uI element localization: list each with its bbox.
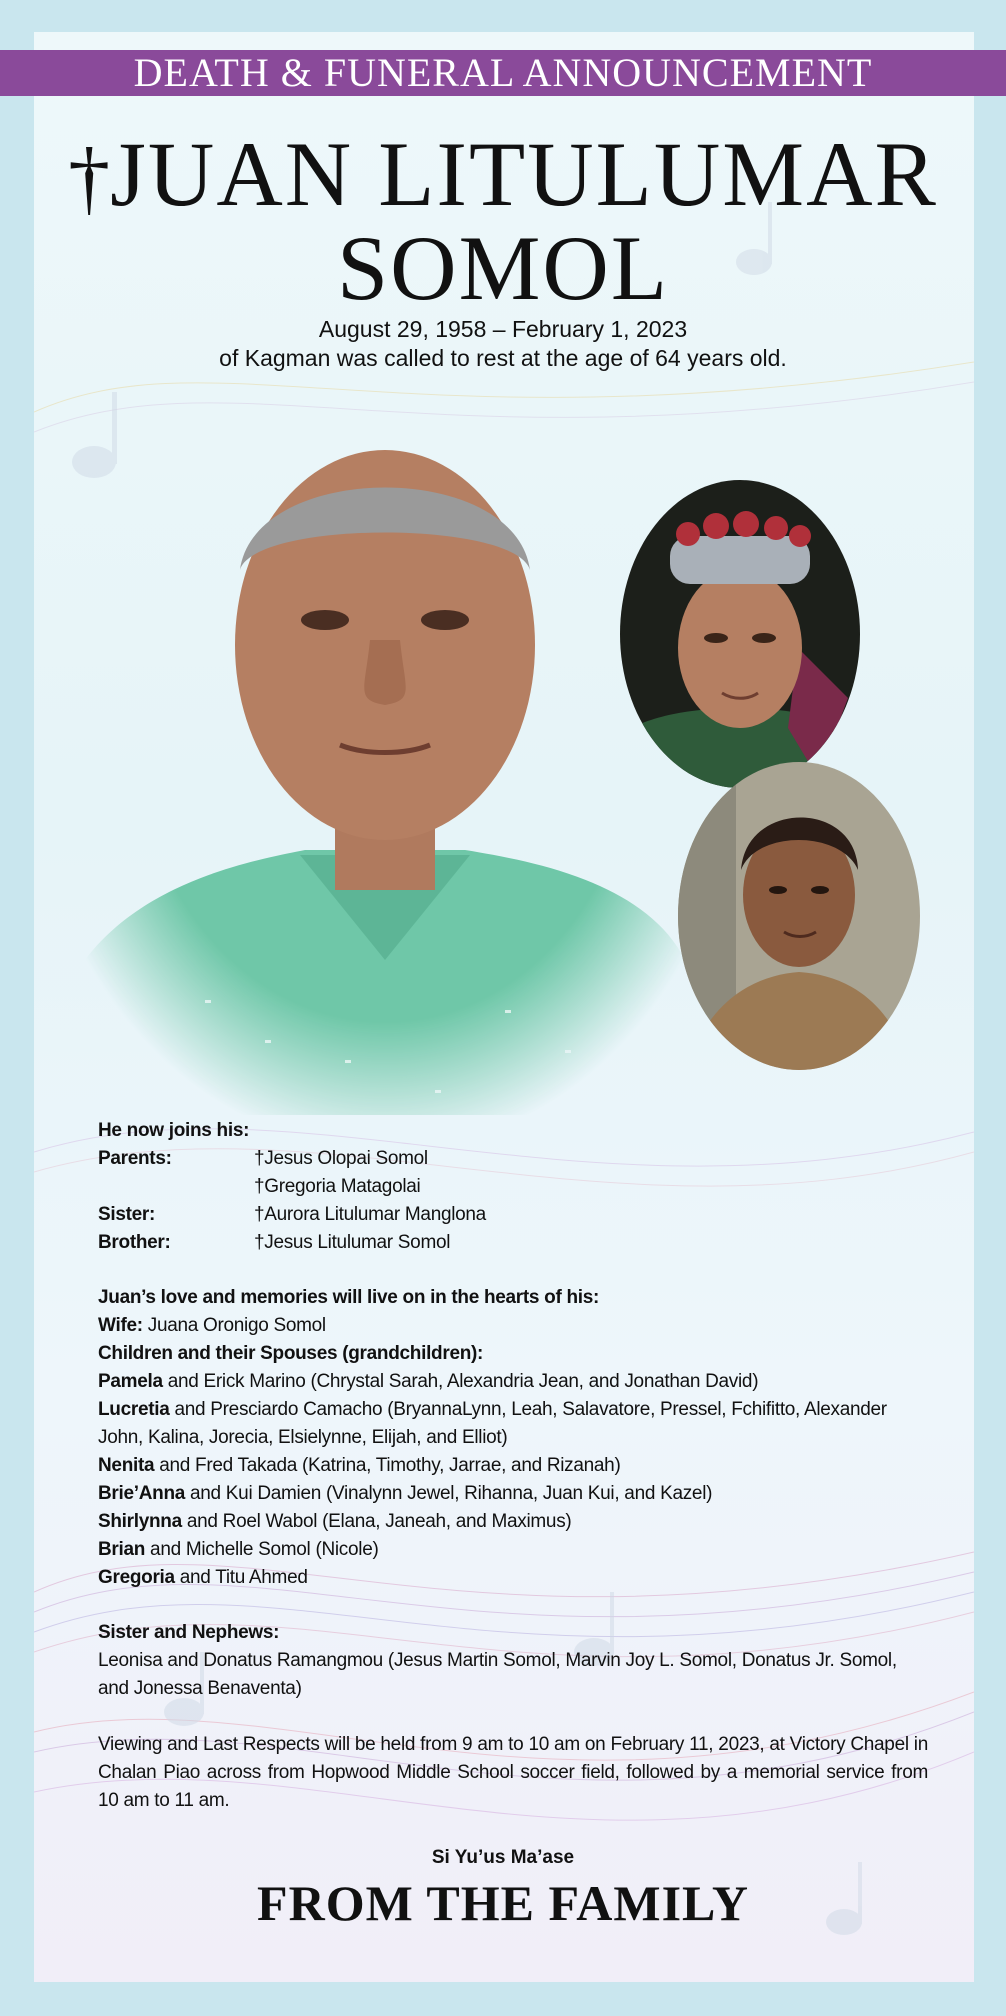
siblings-heading: Sister and Nephews: (98, 1622, 280, 1643)
child-entry (98, 1508, 928, 1536)
childhood-portrait-photo (676, 760, 922, 1072)
joins-label (98, 1173, 254, 1201)
child-details: and Presciardo Camacho (BryannaLynn, Leah, Salavatore, Pressel, Fchifitto, Alexander John, Kalina, Jorecia, Elsielynne, Elijah, and Elliot) (98, 1399, 887, 1448)
child-details: and Fred Takada (Katrina, Timothy, Jarrae, and Rizanah) (154, 1455, 621, 1476)
child-entry (98, 1452, 928, 1480)
joins-row (98, 1201, 928, 1229)
siblings-section (98, 1619, 928, 1703)
joins-label: Parents: (98, 1148, 172, 1169)
joins-value: †Jesus Olopai Somol (254, 1148, 428, 1169)
joins-row (98, 1229, 928, 1257)
joins-row (98, 1173, 928, 1201)
child-details: and Erick Marino (Chrystal Sarah, Alexandria Jean, and Jonathan David) (162, 1371, 759, 1392)
joins-value: †Aurora Litulumar Manglona (254, 1204, 486, 1225)
child-entry (98, 1368, 928, 1396)
child-entry (98, 1536, 928, 1564)
from-the-family: FROM THE FAMILY (257, 1875, 749, 1931)
main-portrait-photo (85, 400, 685, 1115)
joins-section (98, 1117, 928, 1257)
child-entry (98, 1396, 928, 1452)
child-name: Brie’Anna (98, 1483, 186, 1504)
child-name: Gregoria (98, 1567, 175, 1588)
life-dates: August 29, 1958 – February 1, 2023 (318, 316, 688, 342)
deceased-name-line1 (0, 123, 1006, 225)
memories-heading: Juan’s love and memories will live on in the hearts of his: (98, 1287, 600, 1308)
service-details: Viewing and Last Respects will be held from 9 am to 10 am on February 11, 2023, at Victory Chapel in Chalan Piao across from Hopwood Middle School soccer field, followed by a memorial service from 10 am to 11 am. (98, 1734, 928, 1811)
child-name: Shirlynna (98, 1511, 182, 1532)
joins-label: Brother: (98, 1232, 171, 1253)
child-entry (98, 1564, 928, 1592)
joins-heading: He now joins his: (98, 1120, 250, 1141)
child-name: Nenita (98, 1455, 155, 1476)
child-details: and Roel Wabol (Elana, Janeah, and Maximus) (181, 1511, 572, 1532)
child-name: Brian (98, 1539, 146, 1560)
joins-value: †Gregoria Matagolai (254, 1176, 421, 1197)
cross-icon: † (68, 131, 111, 224)
memories-section (98, 1284, 928, 1592)
wife-line (98, 1312, 928, 1340)
wife-label: Wife: (98, 1315, 143, 1336)
name-first-part: JUAN LITULUMAR (110, 123, 938, 225)
announcement-banner: DEATH & FUNERAL ANNOUNCEMENT (0, 50, 1006, 96)
children-heading: Children and their Spouses (grandchildren): (98, 1343, 484, 1364)
joins-value: †Jesus Litulumar Somol (254, 1232, 451, 1253)
joins-label: Sister: (98, 1204, 156, 1225)
wife-value: Juana Oronigo Somol (142, 1315, 326, 1336)
child-name: Lucretia (98, 1399, 170, 1420)
child-details: and Kui Damien (Vinalynn Jewel, Rihanna, Juan Kui, and Kazel) (185, 1483, 713, 1504)
deceased-name-line2: SOMOL (336, 217, 670, 319)
child-details: and Michelle Somol (Nicole) (145, 1539, 379, 1560)
child-details: and Titu Ahmed (174, 1567, 308, 1588)
portrait-flower-crown-photo (618, 478, 862, 790)
thank-you-line: Si Yu’us Ma’ase (431, 1847, 575, 1868)
child-entry (98, 1480, 928, 1508)
rest-statement: of Kagman was called to rest at the age of 64 years old. (219, 345, 787, 371)
joins-row (98, 1145, 928, 1173)
siblings-text: Leonisa and Donatus Ramangmou (Jesus Martin Somol, Marvin Joy L. Somol, Donatus Jr. Somol, and Jonessa Benaventa) (98, 1650, 897, 1699)
child-name: Pamela (98, 1371, 163, 1392)
